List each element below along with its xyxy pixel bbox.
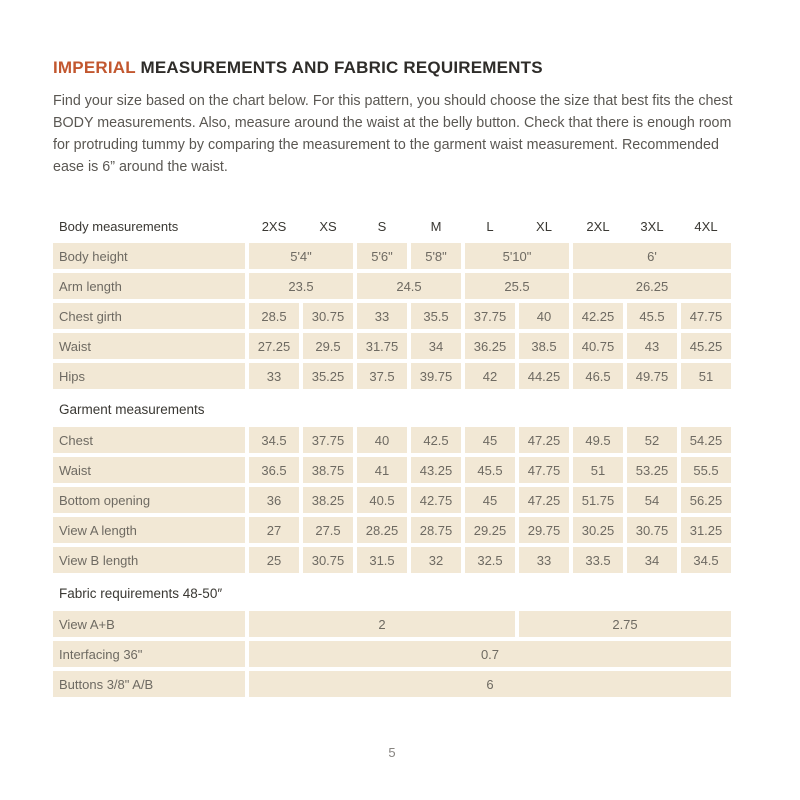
value-cell: 25.5 — [465, 273, 569, 299]
table-row — [53, 547, 731, 573]
table-row — [53, 487, 731, 513]
value-cell: 29.5 — [303, 333, 353, 359]
value-cell: 6 — [249, 671, 731, 697]
value-cell: 37.75 — [465, 303, 515, 329]
table-row — [53, 303, 731, 329]
size-column-header: L — [486, 218, 494, 234]
value-cell: 29.25 — [465, 517, 515, 543]
size-column-header: 4XL — [694, 218, 718, 234]
value-cell: 31.25 — [681, 517, 731, 543]
value-cell: 38.75 — [303, 457, 353, 483]
value-cell: 47.25 — [519, 427, 569, 453]
value-cell: 34 — [411, 333, 461, 359]
value-cell: 49.5 — [573, 427, 623, 453]
value-cell: 32.5 — [465, 547, 515, 573]
value-cell: 45 — [465, 487, 515, 513]
value-cell: 51 — [681, 363, 731, 389]
value-cell: 30.75 — [303, 547, 353, 573]
value-cell: 30.75 — [627, 517, 677, 543]
value-cell: 28.5 — [249, 303, 299, 329]
value-cell: 47.25 — [519, 487, 569, 513]
size-column-header: 3XL — [640, 218, 664, 234]
column-header-label: Body measurements — [59, 218, 179, 234]
table-row — [53, 333, 731, 359]
value-cell: 40.5 — [357, 487, 407, 513]
value-cell: 38.25 — [303, 487, 353, 513]
value-cell: 28.75 — [411, 517, 461, 543]
size-column-header: 2XS — [261, 218, 287, 234]
value-cell: 5'8" — [411, 243, 461, 269]
value-cell: 36.5 — [249, 457, 299, 483]
value-cell: 47.75 — [519, 457, 569, 483]
value-cell: 24.5 — [357, 273, 461, 299]
value-cell: 53.25 — [627, 457, 677, 483]
value-cell: 5'4" — [249, 243, 353, 269]
value-cell: 34.5 — [249, 427, 299, 453]
row-label: View B length — [53, 547, 245, 573]
table-row — [53, 273, 731, 299]
value-cell: 33.5 — [573, 547, 623, 573]
row-label: Waist — [53, 333, 245, 359]
value-cell: 42.25 — [573, 303, 623, 329]
value-cell: 5'6" — [357, 243, 407, 269]
row-label: Interfacing 36" — [53, 641, 245, 667]
table-row — [53, 216, 731, 236]
value-cell: 56.25 — [681, 487, 731, 513]
value-cell: 51.75 — [573, 487, 623, 513]
value-cell: 33 — [249, 363, 299, 389]
value-cell: 27.25 — [249, 333, 299, 359]
value-cell: 30.75 — [303, 303, 353, 329]
size-column-header: S — [377, 218, 387, 234]
value-cell: 36.25 — [465, 333, 515, 359]
row-label: Arm length — [53, 273, 245, 299]
value-cell: 39.75 — [411, 363, 461, 389]
value-cell: 43 — [627, 333, 677, 359]
value-cell: 28.25 — [357, 517, 407, 543]
value-cell: 40.75 — [573, 333, 623, 359]
section-title: Garment measurements — [59, 402, 205, 417]
table-row — [53, 671, 731, 697]
value-cell: 54 — [627, 487, 677, 513]
value-cell: 49.75 — [627, 363, 677, 389]
value-cell: 6' — [573, 243, 731, 269]
value-cell: 33 — [357, 303, 407, 329]
table-row — [53, 611, 731, 637]
value-cell: 42.5 — [411, 427, 461, 453]
value-cell: 37.75 — [303, 427, 353, 453]
row-label: Hips — [53, 363, 245, 389]
value-cell: 38.5 — [519, 333, 569, 359]
table-row — [53, 363, 731, 389]
value-cell: 34.5 — [681, 547, 731, 573]
value-cell: 42 — [465, 363, 515, 389]
value-cell: 35.5 — [411, 303, 461, 329]
value-cell: 5'10" — [465, 243, 569, 269]
row-label: Chest girth — [53, 303, 245, 329]
row-label: Buttons 3/8" A/B — [53, 671, 245, 697]
row-label: View A length — [53, 517, 245, 543]
table-row — [53, 517, 731, 543]
value-cell: 31.75 — [357, 333, 407, 359]
value-cell: 44.25 — [519, 363, 569, 389]
value-cell: 46.5 — [573, 363, 623, 389]
size-column-header: M — [430, 218, 442, 234]
page-title — [53, 58, 745, 78]
intro-paragraph: Find your size based on the chart below. For this pattern, you should choose the size that best fits the chest BODY measurements. Also, measure around the waist at the belly button. Check that there is enough room for protruding tummy by comparing the measurement to the garment waist measurement. Recommended ease is 6” around the waist. — [53, 93, 733, 175]
row-label: Bottom opening — [53, 487, 245, 513]
value-cell: 43.25 — [411, 457, 461, 483]
value-cell: 31.5 — [357, 547, 407, 573]
value-cell: 27.5 — [303, 517, 353, 543]
size-column-header: XS — [319, 218, 337, 234]
value-cell: 45.25 — [681, 333, 731, 359]
value-cell: 26.25 — [573, 273, 731, 299]
size-column-header: XL — [536, 218, 552, 234]
value-cell: 36 — [249, 487, 299, 513]
value-cell: 2.75 — [519, 611, 731, 637]
row-label: Body height — [53, 243, 245, 269]
page-number: 5 — [388, 745, 396, 760]
table-row — [53, 457, 731, 483]
value-cell: 27 — [249, 517, 299, 543]
page-title-accent: IMPERIAL — [53, 58, 136, 77]
row-label: Chest — [53, 427, 245, 453]
value-cell: 32 — [411, 547, 461, 573]
value-cell: 37.5 — [357, 363, 407, 389]
value-cell: 55.5 — [681, 457, 731, 483]
row-label: View A+B — [53, 611, 245, 637]
value-cell: 40 — [357, 427, 407, 453]
table-row — [53, 427, 731, 453]
value-cell: 35.25 — [303, 363, 353, 389]
size-column-header: 2XL — [586, 218, 610, 234]
value-cell: 0.7 — [249, 641, 731, 667]
value-cell: 40 — [519, 303, 569, 329]
value-cell: 29.75 — [519, 517, 569, 543]
value-cell: 54.25 — [681, 427, 731, 453]
row-label: Waist — [53, 457, 245, 483]
table-row — [53, 641, 731, 667]
table-row — [53, 243, 731, 269]
page-title-rest: MEASUREMENTS AND FABRIC REQUIREMENTS — [135, 58, 543, 77]
measurement-table — [53, 216, 731, 697]
value-cell: 47.75 — [681, 303, 731, 329]
value-cell: 45.5 — [627, 303, 677, 329]
value-cell: 45 — [465, 427, 515, 453]
value-cell: 25 — [249, 547, 299, 573]
value-cell: 52 — [627, 427, 677, 453]
value-cell: 51 — [573, 457, 623, 483]
value-cell: 45.5 — [465, 457, 515, 483]
value-cell: 41 — [357, 457, 407, 483]
value-cell: 30.25 — [573, 517, 623, 543]
value-cell: 42.75 — [411, 487, 461, 513]
value-cell: 33 — [519, 547, 569, 573]
value-cell: 23.5 — [249, 273, 353, 299]
value-cell: 2 — [249, 611, 515, 637]
section-title: Fabric requirements 48-50″ — [59, 586, 223, 601]
value-cell: 34 — [627, 547, 677, 573]
